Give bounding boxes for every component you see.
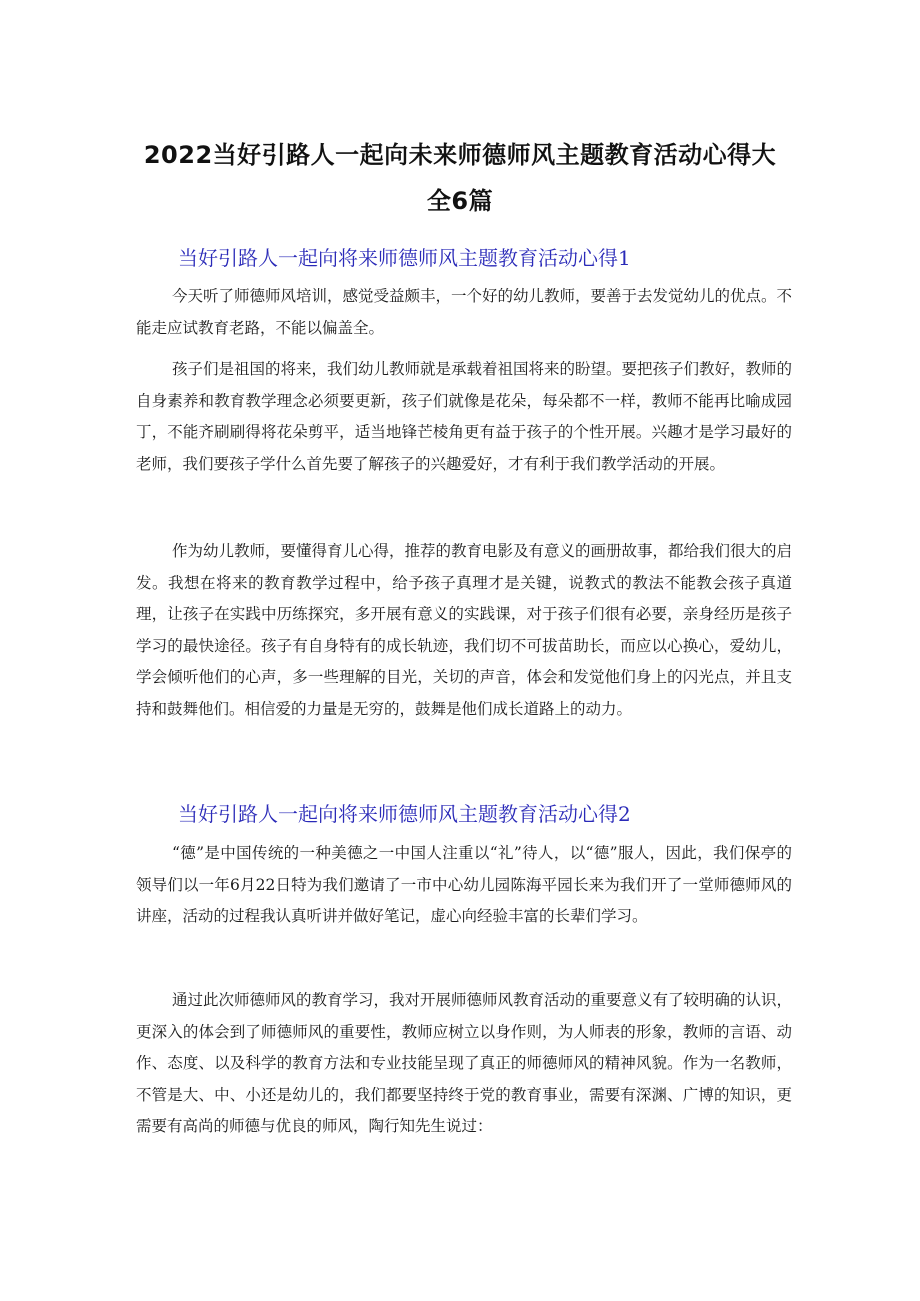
- section-heading-2: 当好引路人一起向将来师德师风主题教育活动心得2: [178, 802, 631, 826]
- section-1-paragraph-2: 孩子们是祖国的将来，我们幼儿教师就是承载着祖国将来的盼望。要把孩子们教好，教师的自身素养和教育教学理念必须要更新，孩子们就像是花朵，每朵都不一样，教师不能再比喻成园丁，不能齐刷刷得将花朵剪平，适当地锋芒棱角更有益于孩子的个性开展。兴趣才是学习最好的老师，我们要孩子学什么首先要了解孩子的兴趣爱好，才有利于我们教学活动的开展。: [136, 360, 793, 473]
- section-2-paragraph-1: “德”是中国传统的一种美德之一中国人注重以“礼”待人，以“德”服人，因此，我们保亭的领导们以一年6月22日特为我们邀请了一市中心幼儿园陈海平园长来为我们开了一堂师德师风的讲座，活动的过程我认真听讲并做好笔记，虚心向经验丰富的长辈们学习。: [136, 844, 792, 925]
- section-1-paragraph-1: 今天听了师德师风培训，感觉受益颇丰，一个好的幼儿教师，要善于去发觉幼儿的优点。不能走应试教育老路，不能以偏盖全。: [136, 287, 793, 337]
- section-2-paragraph-2: 通过此次师德师风的教育学习，我对开展师德师风教育活动的重要意义有了较明确的认识，更深入的体会到了师德师风的重要性，教师应树立以身作则，为人师表的形象，教师的言语、动作、态度、以及科学的教育方法和专业技能呈现了真正的师德师风的精神风貌。作为一名教师，不管是大、中、小还是幼儿的，我们都要坚持终于党的教育事业，需要有深渊、广博的知识，更需要有高尚的师德与优良的师风，陶行知先生说过：: [136, 991, 793, 1135]
- document-title-line-2: 全6篇: [426, 187, 494, 215]
- section-heading-1: 当好引路人一起向将来师德师风主题教育活动心得1: [178, 246, 631, 270]
- document-title-line-1: 2022当好引路人一起向未来师德师风主题教育活动心得大: [143, 141, 777, 169]
- section-1-paragraph-3: 作为幼儿教师，要懂得育儿心得，推荐的教育电影及有意义的画册故事，都给我们很大的启发。我想在将来的教育教学过程中，给予孩子真理才是关键，说教式的教法不能教会孩子真道理，让孩子在实践中历练探究，多开展有意义的实践课，对于孩子们很有必要，亲身经历是孩子学习的最快途径。孩子有自身特有的成长轨迹，我们切不可拔苗助长，而应以心换心，爱幼儿，学会倾听他们的心声，多一些理解的目光，关切的声音，体会和发觉他们身上的闪光点，并且支持和鼓舞他们。相信爱的力量是无穷的，鼓舞是他们成长道路上的动力。: [136, 542, 793, 718]
